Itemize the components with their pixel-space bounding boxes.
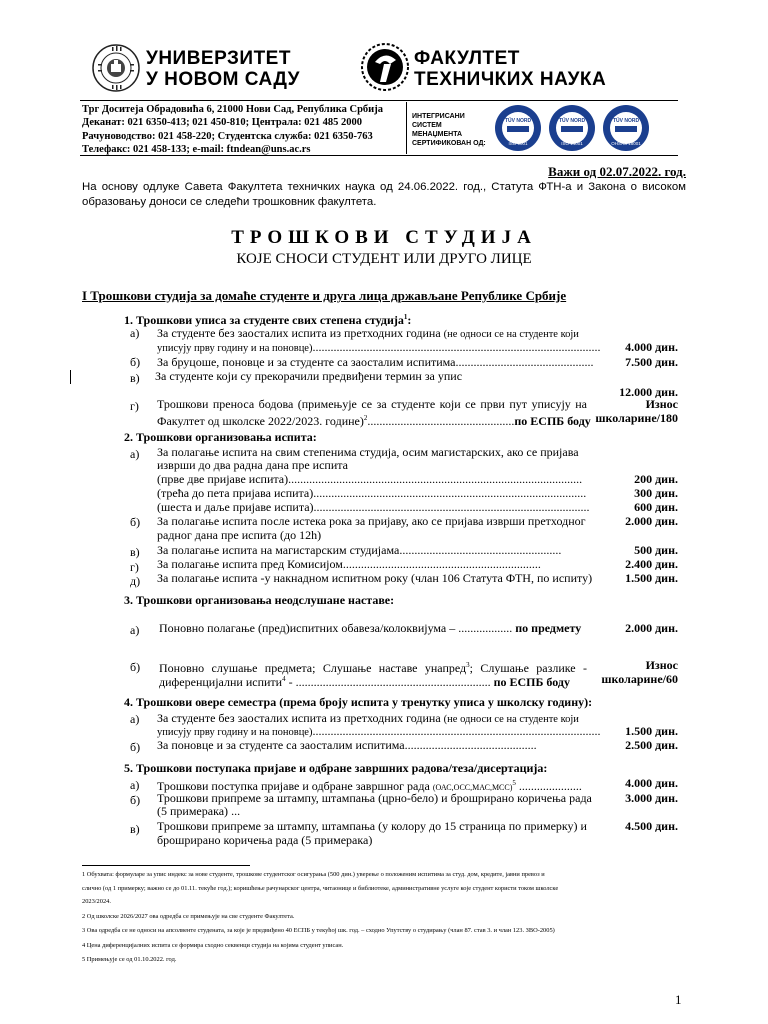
svg-text:OHSAS 18001: OHSAS 18001 — [611, 141, 641, 146]
certification-badges — [494, 104, 650, 152]
svg-text:ISO 14001: ISO 14001 — [561, 141, 583, 146]
s5-v-text-2: брошрирано коричења рада (5 примерака) — [157, 833, 373, 847]
address-line: Трг Доситеја Обрадовића 6, 21000 Нови Сад, Република Србија — [82, 104, 383, 115]
s3-a-text: Поновно полагање (пред)испитних обавеза/колоквијума – .................. по предмету — [159, 621, 582, 635]
faculty-name: ФАКУЛТЕТ ТЕХНИЧКИХ НАУКА — [414, 48, 607, 90]
letter-b: б) — [130, 355, 141, 369]
s3-b-text-2: диференцијални испити$^4$ - ................................................................. по ЕСПБ боду — [159, 675, 570, 689]
s4-b-amount: 2.500 дин. — [625, 738, 678, 752]
s2-a-text-4: (трећа до пета пријава испита)........................................................................................... — [157, 486, 587, 500]
s2-v-text: За полагање испита на магистарским студијама...................................................... — [157, 543, 562, 557]
s2-b-text-2: радног дана пре испита (до 12h) — [157, 528, 322, 542]
s5-b-amount: 3.000 дин. — [625, 791, 678, 805]
s1-v-amount: 12.000 дин. — [619, 385, 678, 399]
letter-b: б) — [130, 660, 141, 674]
page-number: 1 — [675, 992, 682, 1007]
letter-v: в) — [130, 371, 140, 385]
page-subtitle: КОЈЕ СНОСИ СТУДЕНТ ИЛИ ДРУГО ЛИЦЕ — [236, 251, 532, 267]
letter-a: а) — [130, 623, 140, 637]
s1-a-text: За студенте без заосталих испита из претходних година (не односи се на студенте који — [157, 326, 579, 340]
s2-a-text-3: (прве две пријаве испита).................................................................................................. — [157, 472, 583, 486]
s2-d-text: За полагање испита -у накнадном испитном року (члан 106 Статута ФТН, по испиту) — [157, 571, 593, 585]
letter-a: а) — [130, 778, 140, 792]
footnote-1: 1 Обухвата: формуларе за упис индекс за нове студенте, трошкове студентског осигурања (500 дин.) уверење о положеним испитима за студ. дом, кредите, јавни превоз и слично (од 1 примерку; важно се до 01.11. текуће год.); коришћење рачунарског центра, читаонице и библиотеке, административне услуге које студент користи током школске 2023/2024. — [82, 871, 559, 905]
letter-b: б) — [130, 515, 141, 529]
letter-g: г) — [130, 399, 139, 413]
page-title: ТРОШКОВИ СТУДИЈА — [231, 227, 537, 248]
letter-a: а) — [130, 712, 140, 726]
letter-b: б) — [130, 793, 141, 807]
s3-b-amount-2: школарине/60 — [601, 672, 678, 686]
letter-a: а) — [130, 447, 140, 461]
s3-heading: 3. Трошкови организовања неодслушане наставе: — [124, 593, 395, 607]
svg-text:ISO 9001: ISO 9001 — [508, 141, 528, 146]
tuv-ohsas18001-icon — [603, 105, 649, 151]
s1-g-amount-2: школарине/180 — [595, 411, 678, 425]
s1-g-amount-1: Износ — [645, 397, 678, 411]
header-bottom-divider — [80, 155, 678, 156]
letter-d: д) — [130, 574, 141, 588]
s4-a-text-2: уписују прву годину и на поновце)................................................................................................ — [157, 724, 601, 738]
footnote-divider — [82, 865, 250, 866]
s5-v-amount: 4.500 дин. — [625, 819, 678, 833]
fax-email: Телефакс: 021 458-133; e-mail: ftndean@uns.ac.rs — [82, 144, 311, 156]
tuv-iso9001-icon — [495, 105, 541, 151]
faculty-logo-icon — [360, 42, 410, 92]
s2-a-text-1: За полагање испита на свим степенима студија, осим магистарских, ако се пријава — [157, 445, 579, 459]
contact-block — [82, 103, 383, 157]
s4-heading: 4. Трошкови овере семестра (према броју испита у тренутку уписа у школску годину): — [124, 695, 593, 709]
s2-a-amount-1: 200 дин. — [634, 472, 678, 486]
s4-a-text: За студенте без заосталих испита из претходних година (не односи се на студенте који — [157, 711, 579, 725]
letter-g: г) — [130, 560, 139, 574]
tuv-iso14001-icon — [549, 105, 595, 151]
s2-d-amount: 1.500 дин. — [625, 571, 678, 585]
s1-v-text: За студенте који су прекорачили предвиђени термин за упис — [155, 369, 463, 383]
s5-heading: 5. Трошкови поступака пријаве и одбране завршних радова/теза/дисертација: — [124, 761, 548, 775]
cert-label: ИНТЕГРИСАНИ СИСТЕМ МЕНАЏМЕНТА СЕРТИФИКОВАН ОД: — [412, 113, 486, 147]
letter-a: а) — [130, 326, 140, 340]
dean-phones: Деканат: 021 6350-413; 021 450-810; Централа: 021 485 2000 — [82, 117, 363, 129]
s5-b-text-1: Трошкови припреме за штампу, штампања (црно-бело) и брошрирано коричења рада — [157, 791, 592, 805]
s1-g-text: Трошкови преноса бодова (примењује се за студенте који се први пут уписују на — [157, 397, 587, 411]
letter-v: в) — [130, 545, 140, 559]
letter-v: в) — [130, 822, 140, 836]
university-name: УНИВЕРЗИТЕТ У НОВОМ САДУ — [146, 48, 300, 90]
s5-v-text-1: Трошкови припреме за штампу, штампања (у колору до 15 страница по примерку) и — [157, 819, 587, 833]
s2-heading: 2. Трошкови организовања испита: — [124, 430, 317, 444]
header-divider — [80, 100, 678, 101]
valid-from: Важи од 02.07.2022. год. — [548, 164, 686, 179]
s5-b-text-2: (5 примерака) ... — [157, 804, 241, 818]
s1-g-text-2: Факултет од школске 2022/2023. године)$^2$.................................................по ЕСПБ боду — [157, 414, 591, 428]
footnote-5: 5 Примењује се од 01.10.2022. год. — [82, 956, 177, 963]
university-seal — [92, 44, 140, 92]
s2-g-amount: 2.400 дин. — [625, 557, 678, 571]
s3-b-text-1: Поновно слушање предмета; Слушање наставе унапред$^3$; Слушање разлике - — [159, 661, 587, 675]
s2-b-amount: 2.000 дин. — [625, 514, 678, 528]
s5-a-amount: 4.000 дин. — [625, 776, 678, 790]
letter-b: б) — [130, 740, 141, 754]
svg-text:TÜV NORD: TÜV NORD — [558, 118, 586, 124]
s2-a-text-2: изврши до два радна дана пре испита — [157, 458, 348, 472]
s5-a-text: Трошкови поступка пријаве и одбране завршног рада $(ОАС,ОСС,МАС,МСС)^5$ ..................... — [157, 779, 582, 793]
s3-a-amount: 2.000 дин. — [625, 621, 678, 635]
s1-b-text: За бруцоше, поновце и за студенте са заосталим испитима.............................................. — [157, 355, 594, 369]
intro-paragraph: На основу одлуке Савета Факултета техничких наука од 24.06.2022. год., Статута ФТН-а и Закона о високом образовању доноси се следећи трошковник факултета. — [82, 181, 686, 208]
s4-a-amount: 1.500 дин. — [625, 724, 678, 738]
svg-text:TÜV NORD: TÜV NORD — [504, 118, 532, 124]
s2-b-text-1: За полагање испита после истека рока за пријаву, ако се пријава изврши претходног — [157, 514, 586, 528]
header-vertical-divider — [406, 102, 407, 154]
s2-a-amount-2: 300 дин. — [634, 486, 678, 500]
s1-a-text-2: уписују прву годину и на поновце)................................................................................................ — [157, 340, 601, 354]
s2-v-amount: 500 дин. — [634, 543, 678, 557]
s1-heading: 1. Трошкови уписа за студенте свих степена студија$^1$: — [124, 313, 412, 327]
s1-b-amount: 7.500 дин. — [625, 355, 678, 369]
s1-a-amount: 4.000 дин. — [625, 340, 678, 354]
footnote-4: 4 Цена диференцијалних испита се формира сходно секвенци студија на којима студент уписан. — [82, 942, 344, 949]
section-heading: I Трошкови студија за домаће студенте и друга лица држављане Републике Србије — [82, 288, 567, 303]
s2-g-text: За полагање испита пред Комисијом.................................................................. — [157, 557, 541, 571]
footnote-3: 3 Ова одредба се не односи на апсолвенте студената, за које је предвиђено 40 ЕСПБ у текућој шк. год. – сходно Упутству о студирању (члан 87. став 3. и члан 123. ЗВО-2005) — [82, 927, 555, 934]
s3-b-amount-1: Износ — [645, 658, 678, 672]
s2-a-amount-3: 600 дин. — [634, 500, 678, 514]
svg-text:TÜV NORD: TÜV NORD — [612, 118, 640, 124]
s2-a-text-5: (шеста и даље пријаве испита)............................................................................................ — [157, 500, 590, 514]
s4-b-text: За поновце и за студенте са заосталим испитима............................................ — [157, 738, 537, 752]
accounting-phones: Рачуноводство: 021 458-220; Студентска служба: 021 6350-763 — [82, 130, 373, 142]
change-bar — [70, 370, 71, 384]
footnote-2: 2 Од школске 2026/2027 ова одредба се примењује на све студенте Факултета. — [82, 913, 295, 920]
